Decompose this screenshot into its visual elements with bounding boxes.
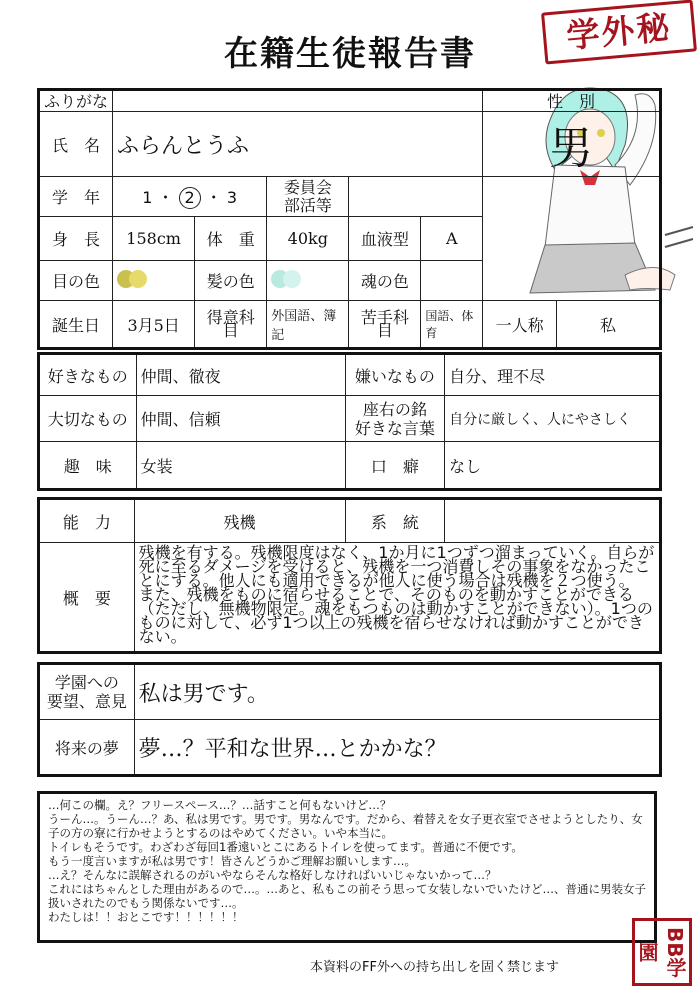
weight-label: 体 重 xyxy=(195,217,267,261)
furigana-label: ふりがな xyxy=(39,90,113,112)
motto-label: 座右の銘 好きな言葉 xyxy=(345,396,445,442)
precious-label: 大切なもの xyxy=(39,396,137,442)
gender-value: 男 xyxy=(483,112,661,177)
grade-option-2-circled: 2 xyxy=(179,187,201,209)
ability-table xyxy=(37,497,662,654)
pronoun-value: 私 xyxy=(557,301,661,349)
hobby-value: 女装 xyxy=(136,442,345,490)
likes-value: 仲間、徹夜 xyxy=(136,354,345,396)
club-value xyxy=(349,177,483,217)
hair-color-label: 髪の色 xyxy=(195,261,267,301)
document-title: 在籍生徒報告書 xyxy=(224,34,476,74)
grade-option-1: 1 xyxy=(142,187,153,207)
system-value xyxy=(445,499,661,543)
summary-label: 概 要 xyxy=(39,543,135,653)
hair-color-swatch xyxy=(267,261,349,301)
grade-separator: ・ xyxy=(205,187,222,207)
request-label: 学園への 要望、意見 xyxy=(39,664,135,720)
pronoun-label: 一人称 xyxy=(483,301,557,349)
eye-color-dot xyxy=(129,270,147,288)
dream-label: 将来の夢 xyxy=(39,720,135,776)
bad-subject-value: 国語、体育 xyxy=(421,301,483,349)
dislikes-value: 自分、理不尽 xyxy=(445,354,661,396)
soul-color-label: 魂の色 xyxy=(349,261,421,301)
soul-color-value xyxy=(421,261,483,301)
confidential-stamp: 学外秘 xyxy=(541,0,697,65)
dream-value: 夢…？平和な世界…とかかな？ xyxy=(134,720,660,776)
good-subject-label: 得意科目 xyxy=(195,301,267,349)
birthday-label: 誕生日 xyxy=(39,301,113,349)
habit-label: 口 癖 xyxy=(345,442,445,490)
hair-color-dot xyxy=(283,270,301,288)
blank-cell xyxy=(483,261,661,301)
future-table xyxy=(37,662,662,777)
preferences-table xyxy=(37,352,662,491)
name-label: 氏 名 xyxy=(39,112,113,177)
bad-subject-label: 苦手科目 xyxy=(349,301,421,349)
blank-cell xyxy=(483,217,661,261)
height-value: 158cm xyxy=(113,217,195,261)
grade-label: 学 年 xyxy=(39,177,113,217)
blank-cell xyxy=(483,177,661,217)
system-label: 系 統 xyxy=(345,499,445,543)
grade-separator: ・ xyxy=(157,187,174,207)
grade-option-3: 3 xyxy=(226,187,237,207)
summary-text: 残機を有する。残機限度はなく、1か月に1つずつ溜まっていく。自らが死に至るダメージを受けると、残機を一つ消費しその事象をなかったことにする。他人にも適用できるが他人に使う場合は残機を２つ使う。 また、残機をものに宿らせることで、そのものを動かすことができる（ただし、無機物限定。魂をもつものは動かすことができない）。1つのものに対して、必ず1つ以上の残機を宿らせなければ動かすことができない。 xyxy=(134,543,660,653)
habit-value: なし xyxy=(445,442,661,490)
weight-value: 40kg xyxy=(267,217,349,261)
eye-color-label: 目の色 xyxy=(39,261,113,301)
precious-value: 仲間、信頼 xyxy=(136,396,345,442)
footer-notice: 本資料のFF外への持ち出しを固く禁じます xyxy=(310,960,559,975)
name-value: ふらんとうふ xyxy=(113,112,483,177)
school-seal: BB学園 xyxy=(632,918,692,986)
birthday-value: 3月5日 xyxy=(113,301,195,349)
grade-options xyxy=(113,177,267,217)
blood-value: A xyxy=(421,217,483,261)
dislikes-label: 嫌いなもの xyxy=(345,354,445,396)
ability-value: 残機 xyxy=(134,499,345,543)
ability-label: 能 力 xyxy=(39,499,135,543)
furigana-value xyxy=(113,90,483,112)
motto-value: 自分に厳しく、人にやさしく xyxy=(445,396,661,442)
blood-label: 血液型 xyxy=(349,217,421,261)
gender-label: 性 別 xyxy=(483,90,661,112)
likes-label: 好きなもの xyxy=(39,354,137,396)
eye-color-swatch xyxy=(113,261,195,301)
hobby-label: 趣 味 xyxy=(39,442,137,490)
request-value: 私は男です。 xyxy=(134,664,660,720)
height-label: 身 長 xyxy=(39,217,113,261)
free-space-memo: …何この欄。え？フリースペース…？…話すこと何もないけど…？ うーん…。うーん…？あ、私は男です。男です。男なんです。だから、着替えを女子更衣室でさせようとしたり、女子の方の寮に行かせようとするのはやめてください。いや本当に。 トイレもそうです。わざわざ毎回1番遠いとこにあるトイレを使ってます。普通に不便です。 もう一度言いますが私は男です！皆さんどうかご理解お願いします…。 …え？そんなに誤解されるのがいやならそんな格好しなければいいじゃないかって…？ これにはちゃんとした理由があるので…。…あと、私もこの前そう思って女装しないでいたけど…、普通に男装女子扱いされたのでもう関係ないです…。 わたしは！！おとこです！！！！！！ xyxy=(37,791,657,943)
motion-lines xyxy=(665,227,693,247)
profile-table xyxy=(37,88,662,350)
good-subject-value: 外国語、簿記 xyxy=(267,301,349,349)
club-label: 委員会 部活等 xyxy=(267,177,349,217)
